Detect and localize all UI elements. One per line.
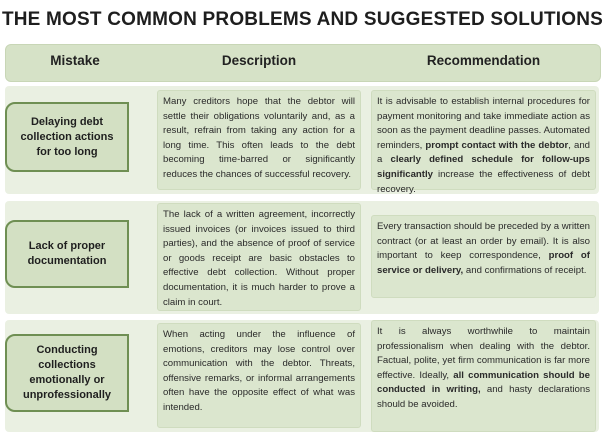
mistake-label: Delaying debt collection actions for too long — [20, 115, 114, 158]
recommendation-emphasis: all communication should be conducted in writing, — [377, 369, 590, 396]
recommendation-text: and hasty declarations should be avoided. — [377, 384, 591, 410]
mistake-label: Lack of proper documentation — [27, 240, 107, 267]
recommendation-text: increase the effectiveness of debt recovery. — [377, 168, 590, 195]
recommendation-cell — [371, 320, 596, 432]
recommendation-emphasis: proof of service or delivery, — [377, 250, 590, 276]
recommendation-cell — [371, 215, 596, 298]
mistake-cell — [5, 102, 129, 172]
description-cell: Many creditors hope that the debtor will settle their obligations voluntarily and, as a result, refrain from taking any action for a long time. This often leads to the debt becoming time-barred or significantly reduces the chances of successful recovery. — [157, 90, 361, 190]
recommendation-emphasis: prompt contact with the debtor — [425, 139, 569, 151]
recommendation-text: It is advisable to establish internal procedures for payment monitoring and take immediate action as soon as the payment deadline passes. Automated reminders, — [377, 96, 590, 151]
header-recommendation: Recommendation — [426, 53, 541, 68]
page-title: THE MOST COMMON PROBLEMS AND SUGGESTED SOLUTIONS — [1, 9, 604, 30]
header-description: Description — [221, 53, 297, 68]
recommendation-cell — [371, 90, 596, 195]
recommendation-text: and confirmations of receipt. — [463, 264, 587, 276]
mistake-cell — [5, 334, 129, 412]
recommendation-text: Every transaction should be preceded by a written contract (or at least an order by email). It is also important to keep correspondence, — [377, 221, 590, 262]
recommendation-text: , and a — [377, 139, 590, 166]
description-cell: When acting under the influence of emotions, creditors may lose control over communication with the debtor. Threats, offensive remarks, or informal arrangements often have the opposite effect of what was intended. — [157, 323, 361, 428]
mistake-label: Conducting collections emotionally or unprofessionally — [22, 344, 112, 401]
header-mistake: Mistake — [50, 53, 100, 68]
mistake-cell — [5, 220, 129, 288]
description-cell: The lack of a written agreement, incorrectly issued invoices (or invoices issued to third parties), and the absence of proof of service or goods receipt are basic obstacles to effective debt collection. Without proper documentation, it is much harder to prove a claim in court. — [157, 203, 361, 311]
recommendation-text: It is always worthwhile to maintain professionalism when dealing with the debtor. Factual, polite, yet firm communication is far more effective. Ideally, — [377, 326, 590, 381]
recommendation-emphasis: clearly defined schedule for follow-ups significantly — [377, 154, 590, 180]
